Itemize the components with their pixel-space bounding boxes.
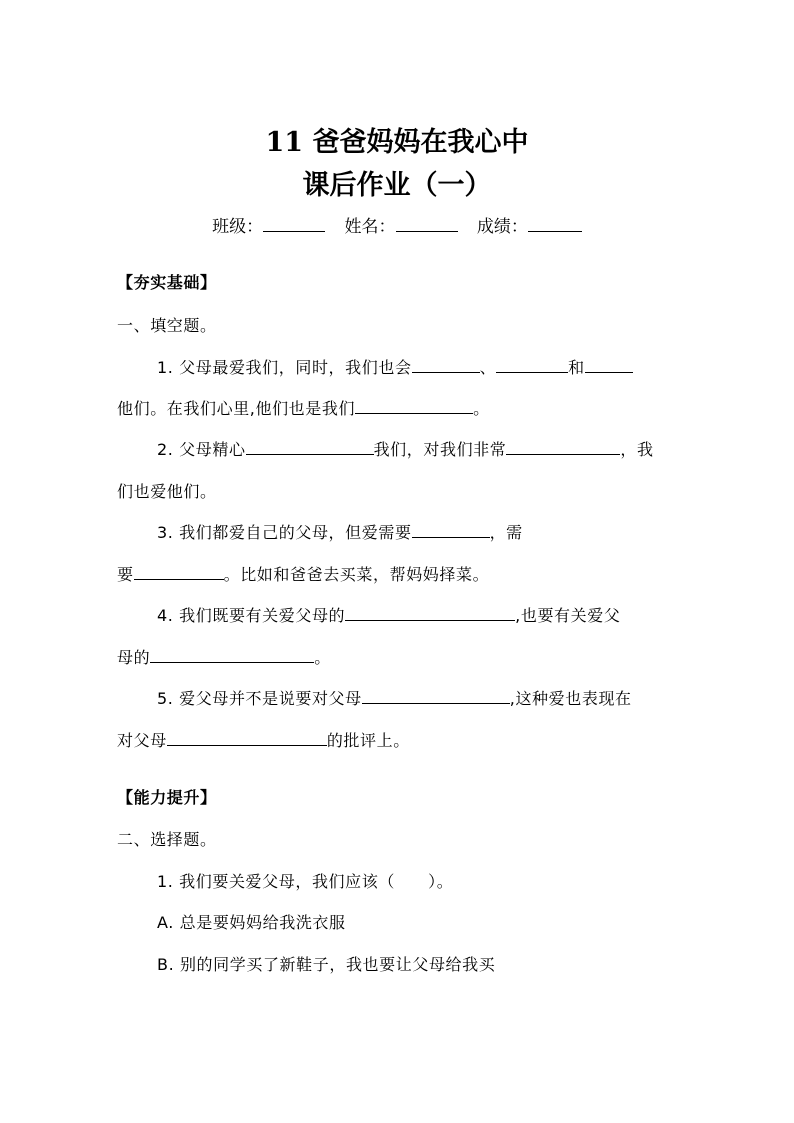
score-field bbox=[477, 217, 582, 237]
q1-blank-1[interactable] bbox=[412, 355, 480, 373]
q2-blank-2[interactable] bbox=[506, 437, 620, 455]
q2-line2: 们也爱他们。 bbox=[117, 482, 217, 501]
q1-line1: 1. 父母最爱我们，同时，我们也会 、 和 bbox=[157, 355, 677, 381]
class-blank[interactable] bbox=[263, 214, 325, 232]
q1-blank-3[interactable] bbox=[585, 355, 633, 373]
student-info-row bbox=[0, 214, 794, 240]
q2-line1: 2. 父母精心 我们，对我们非常 ，我 bbox=[157, 437, 677, 463]
q5-blank-2[interactable] bbox=[167, 728, 327, 746]
q4-line2: 母的 。 bbox=[117, 645, 677, 671]
name-blank[interactable] bbox=[396, 214, 458, 232]
question-type-fill-in: 一、填空题。 bbox=[117, 316, 217, 335]
q1-blank-2[interactable] bbox=[496, 355, 568, 373]
q4-blank-2[interactable] bbox=[150, 645, 314, 663]
choice-q1-option-b[interactable]: B. 别的同学买了新鞋子，我也要让父母给我买 bbox=[157, 955, 496, 974]
section-heading-basics: 【夯实基础】 bbox=[117, 273, 217, 292]
choice-q1-stem: 1. 我们要关爱父母，我们应该（ ）。 bbox=[157, 872, 454, 891]
worksheet-subtitle: 课后作业（一） bbox=[302, 170, 492, 201]
choice-q1-option-a[interactable]: A. 总是要妈妈给我洗衣服 bbox=[157, 913, 346, 932]
q3-line2: 要 。比如和爸爸去买菜，帮妈妈择菜。 bbox=[117, 562, 677, 588]
class-field bbox=[212, 217, 330, 237]
section-heading-advanced: 【能力提升】 bbox=[117, 788, 217, 807]
q1-line2: 他们。在我们心里,他们也是我们 。 bbox=[117, 396, 677, 422]
q4-line1: 4. 我们既要有关爱父母的 ,也要有关爱父 bbox=[157, 603, 677, 629]
name-field bbox=[345, 217, 463, 237]
q3-blank-2[interactable] bbox=[134, 562, 224, 580]
score-blank[interactable] bbox=[528, 214, 582, 232]
name-label: 姓名： bbox=[344, 217, 396, 237]
score-label: 成绩： bbox=[476, 217, 528, 237]
class-label: 班级： bbox=[212, 217, 264, 237]
q5-blank-1[interactable] bbox=[362, 686, 510, 704]
q2-blank-1[interactable] bbox=[246, 437, 374, 455]
q3-blank-1[interactable] bbox=[412, 520, 490, 538]
q1-blank-4[interactable] bbox=[355, 396, 473, 414]
question-type-choice: 二、选择题。 bbox=[117, 830, 217, 849]
q4-blank-1[interactable] bbox=[345, 603, 515, 621]
worksheet-title: 11 爸爸妈妈在我心中 bbox=[265, 127, 529, 158]
q3-line1: 3. 我们都爱自己的父母，但爱需要 ，需 bbox=[157, 520, 677, 546]
q5-line2: 对父母 的批评上。 bbox=[117, 728, 677, 754]
q5-line1: 5. 爱父母并不是说要对父母 ,这种爱也表现在 bbox=[157, 686, 677, 712]
